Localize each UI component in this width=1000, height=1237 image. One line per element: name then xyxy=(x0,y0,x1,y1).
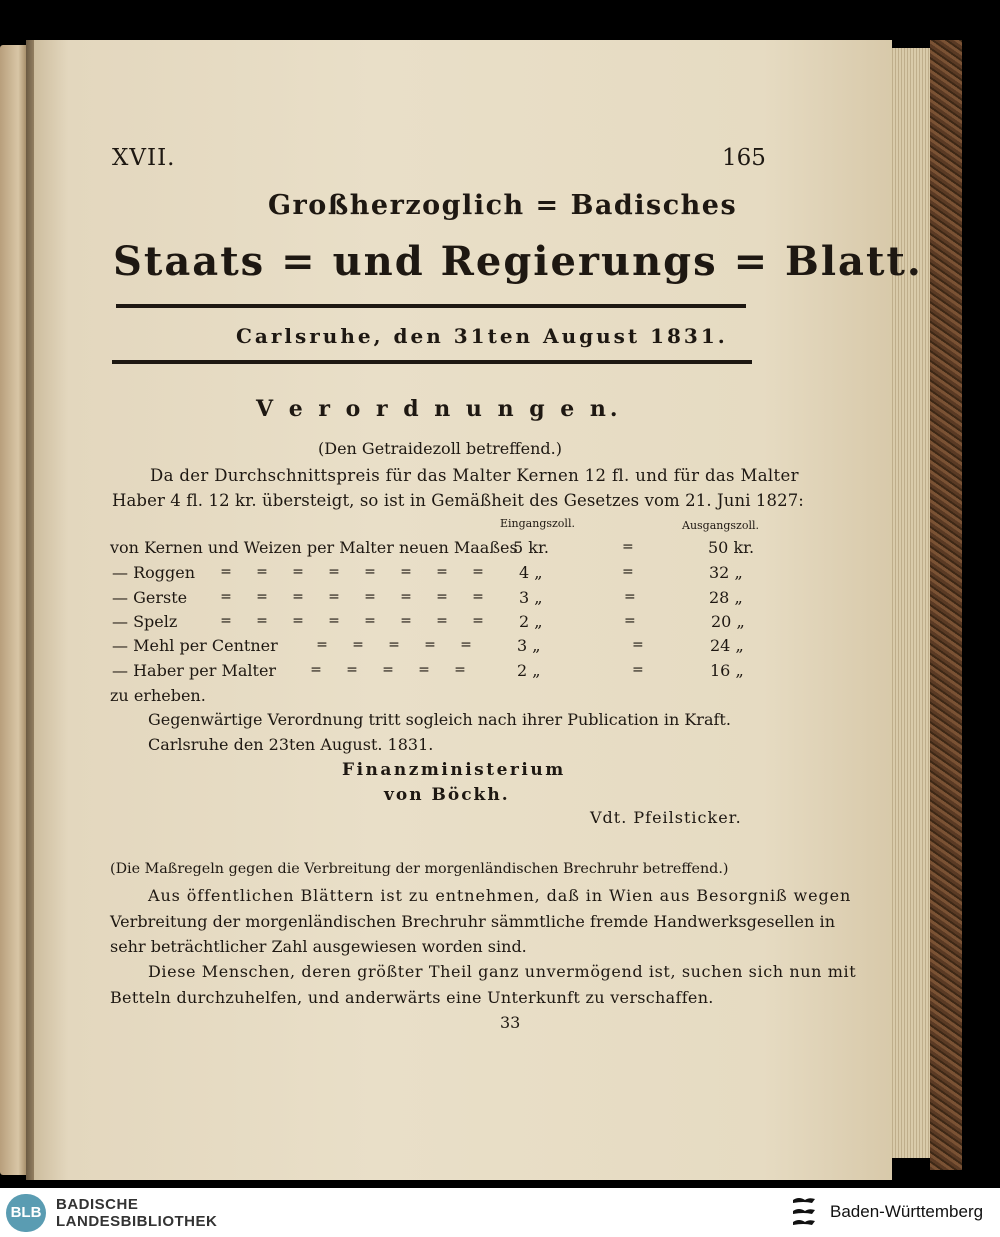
intro-line1: Da der Durchschnittspreis für das Malter Kernen 12 fl. und für das Malter xyxy=(150,466,799,485)
page-block-edges xyxy=(890,48,930,1158)
section1-subheading: (Den Getraidezoll betreffend.) xyxy=(318,439,562,458)
masthead-rule-bottom xyxy=(112,360,752,364)
row-label: — Roggen xyxy=(112,563,196,582)
ditto-marks: = = = = = xyxy=(316,637,472,653)
row-label: von Kernen und Weizen per Malter neuen Maaßes xyxy=(110,538,518,557)
p2-line1: Diese Menschen, deren größter Theil ganz unvermögend ist, suchen sich nun mit xyxy=(148,962,857,981)
p2-line2: Betteln durchzuhelfen, und anderwärts eine Unterkunft zu verschaffen. xyxy=(110,988,714,1007)
row-separator: = xyxy=(632,662,644,678)
intro-line2: Haber 4 fl. 12 kr. übersteigt, so ist in Gemäßheit des Gesetzes vom 21. Juni 1827: xyxy=(112,491,804,510)
page-number: 165 xyxy=(722,145,766,171)
viewer-footer xyxy=(0,1188,1000,1237)
blb-name[interactable] xyxy=(56,1196,217,1230)
row-export-duty: 24 „ xyxy=(710,636,744,655)
p1-line3: sehr beträchtlicher Zahl ausgewiesen worden sind. xyxy=(110,937,527,956)
row-separator: = xyxy=(622,539,634,555)
row-import-duty: 3 „ xyxy=(519,588,543,607)
issue-number: XVII. xyxy=(112,145,176,171)
p1-line2: Verbreitung der morgenländischen Brechruhr sämmtliche fremde Handwerksgesellen in xyxy=(110,912,836,931)
row-separator: = xyxy=(632,637,644,653)
ditto-marks: = = = = = = = = xyxy=(220,589,484,605)
row-import-duty: 2 „ xyxy=(517,661,541,680)
countersign: Vdt. Pfeilsticker. xyxy=(590,808,742,827)
row-label: — Haber per Malter xyxy=(112,661,277,680)
row-export-duty: 20 „ xyxy=(711,612,745,631)
signature-mark: 33 xyxy=(500,1013,521,1032)
row-label: — Mehl per Centner xyxy=(112,636,278,655)
masthead-rule-top xyxy=(116,304,746,308)
bw-name[interactable]: Baden-Württemberg xyxy=(830,1202,984,1221)
place-date-line: Carlsruhe den 23ten August. 1831. xyxy=(148,735,434,754)
ditto-marks: = = = = = xyxy=(310,662,466,678)
signatory: von Böckh. xyxy=(384,785,510,805)
column-header-export: Ausgangszoll. xyxy=(682,519,759,532)
row-separator: = xyxy=(624,589,636,605)
row-separator: = xyxy=(624,613,636,629)
row-export-duty: 32 „ xyxy=(709,563,743,582)
row-label: — Spelz xyxy=(112,612,178,631)
blb-name-line2: LANDESBIBLIOTHEK xyxy=(56,1213,218,1230)
row-import-duty: 3 „ xyxy=(517,636,541,655)
p1-line1: Aus öffentlichen Blättern ist zu entnehmen, daß in Wien aus Besorgniß wegen xyxy=(148,886,852,905)
row-import-duty: 4 „ xyxy=(519,563,543,582)
masthead-line2: Staats = und Regierungs = Blatt. xyxy=(113,238,923,285)
blb-name-line1: BADISCHE xyxy=(56,1196,139,1213)
ministry-name: Finanzministerium xyxy=(342,760,566,780)
row-export-duty: 28 „ xyxy=(709,588,743,607)
effect-line: Gegenwärtige Verordnung tritt sogleich nach ihrer Publication in Kraft. xyxy=(148,710,731,729)
left-page-edge xyxy=(0,45,26,1175)
lions-crest-icon xyxy=(790,1194,822,1232)
dateline: Carlsruhe, den 31ten August 1831. xyxy=(236,324,728,348)
ditto-marks: = = = = = = = = xyxy=(220,613,484,629)
row-import-duty: 2 „ xyxy=(519,612,543,631)
row-export-duty: 50 kr. xyxy=(708,538,755,557)
row-import-duty: 5 kr. xyxy=(513,538,549,557)
book-cover-edge xyxy=(930,40,962,1170)
masthead-line1: Großherzoglich = Badisches xyxy=(268,190,738,221)
row-export-duty: 16 „ xyxy=(710,661,744,680)
ditto-marks: = = = = = = = = xyxy=(220,564,484,580)
row-separator: = xyxy=(622,564,634,580)
blb-logo[interactable]: BLB xyxy=(6,1194,46,1232)
closing-line: zu erheben. xyxy=(110,686,206,705)
section-heading: V e r o r d n u n g e n. xyxy=(256,396,622,422)
column-header-import: Eingangszoll. xyxy=(500,517,575,530)
row-label: — Gerste xyxy=(112,588,188,607)
section2-subheading: (Die Maßregeln gegen die Verbreitung der morgenländischen Brechruhr betreffend.) xyxy=(110,861,729,877)
